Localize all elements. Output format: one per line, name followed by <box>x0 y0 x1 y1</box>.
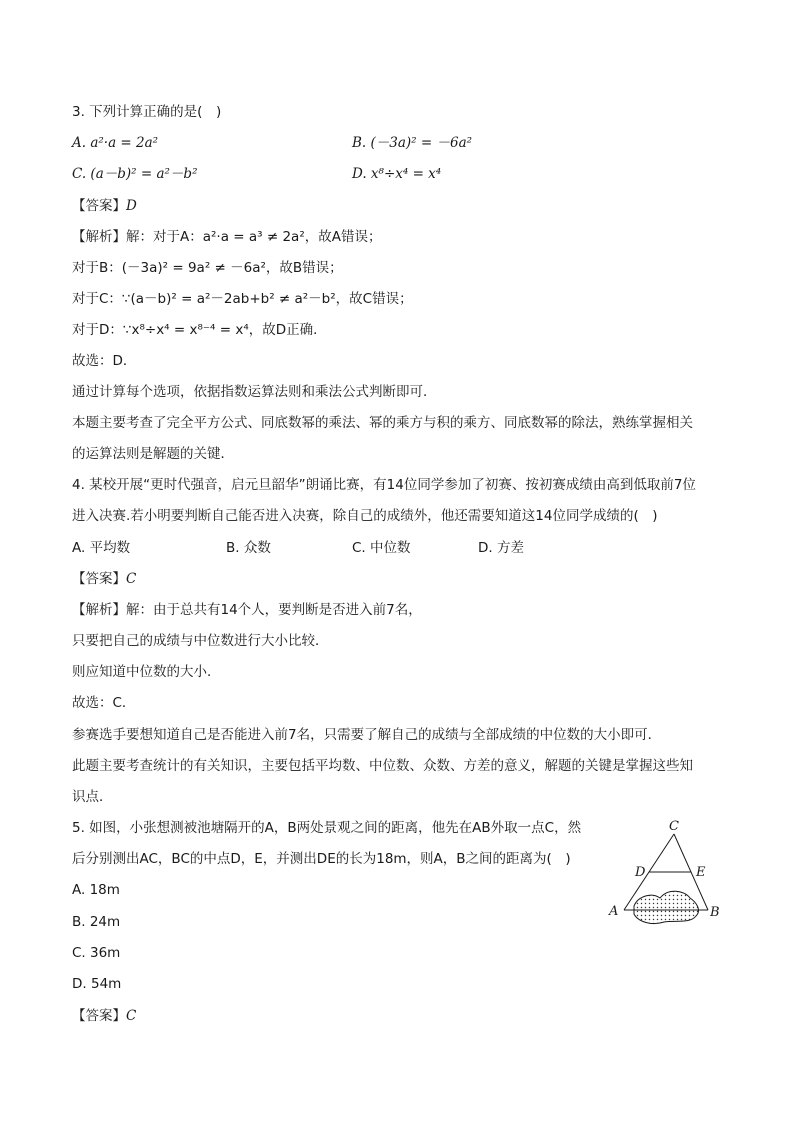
q3-analysis-line-1 <box>72 227 381 247</box>
q4-option-b: B. 众数 <box>226 540 271 556</box>
answer-label: 【答案】 <box>72 1008 126 1024</box>
q3-option-c: C. (a－b)² = a²－b² <box>72 166 198 182</box>
label-a: A <box>609 904 619 919</box>
q5-stem-line-2: 后分别测出AC，BC的中点D，E，并测出DE的长为18m，则A，B之间的距离为( ) <box>72 851 571 867</box>
label-b: B <box>710 905 720 920</box>
q5-option-a: A. 18m <box>72 882 120 898</box>
q4-analysis-line-2: 只要把自己的成绩与中位数进行大小比较． <box>72 633 329 649</box>
pond-shape <box>634 891 698 923</box>
q3-answer-line <box>72 196 137 216</box>
q4-analysis-line-7: 识点． <box>72 789 113 805</box>
q4-analysis-line-1 <box>72 600 422 620</box>
q4-analysis-text: 解：由于总共有14个人，要判断是否进入前7名， <box>126 602 422 618</box>
triangle-pond-figure <box>604 818 724 928</box>
q3-option-a: A. a²·a = 2a² <box>72 135 159 151</box>
q3-analysis-line-5: 故选：D． <box>72 353 137 369</box>
q5-stem-line-1: 5. 如图，小张想测被池塘隔开的A，B两处景观之间的距离，他先在AB外取一点C，然 <box>72 820 582 836</box>
q3-option-b: B. (－3a)² = －6a² <box>352 135 473 151</box>
q3-analysis-line-8: 的运算法则是解题的关键． <box>72 446 234 462</box>
q5-option-d: D. 54m <box>72 976 122 992</box>
q3-stem: 3. 下列计算正确的是( ) <box>72 104 222 120</box>
q3-analysis-line-6: 通过计算每个选项，依据指数运算法则和乘法公式判断即可． <box>72 384 437 400</box>
analysis-label: 【解析】 <box>72 602 126 618</box>
analysis-label: 【解析】 <box>72 229 126 245</box>
q5-option-c: C. 36m <box>72 945 121 961</box>
q3-analysis-text: 解：对于A：a²·a = a³ ≠ 2a²，故A错误； <box>126 229 382 245</box>
q3-analysis-line-3: 对于C：∵(a－b)² = a²－2ab+b² ≠ a²－b²，故C错误； <box>72 291 413 307</box>
answer-label: 【答案】 <box>72 198 126 214</box>
label-e: E <box>696 865 706 880</box>
q4-option-d: D. 方差 <box>478 540 524 556</box>
answer-label: 【答案】 <box>72 571 126 587</box>
q4-option-c: C. 中位数 <box>352 540 411 556</box>
q3-analysis-line-4: 对于D：∵x⁸÷x⁴ = x⁸⁻⁴ = x⁴，故D正确． <box>72 322 327 338</box>
q4-analysis-line-5: 参赛选手要想知道自己是否能进入前7名，只需要了解自己的成绩与全部成绩的中位数的大小即可． <box>72 727 662 743</box>
label-c: C <box>669 819 679 834</box>
q3-option-d: D. x⁸÷x⁴ = x⁴ <box>352 166 442 182</box>
q4-stem-line-2: 进入决赛.若小明要判断自己能否进入决赛，除自己的成绩外，他还需要知道这14位同学成绩的( ) <box>72 508 658 524</box>
label-d: D <box>635 865 646 880</box>
q4-analysis-line-6: 此题主要考查统计的有关知识，主要包括平均数、中位数、众数、方差的意义，解题的关键是掌握这些知 <box>72 758 693 774</box>
q3-analysis-line-2: 对于B：(－3a)² = 9a² ≠ －6a²，故B错误； <box>72 260 343 276</box>
q4-answer-line <box>72 569 136 589</box>
q3-answer: D <box>126 198 137 214</box>
q4-option-a: A. 平均数 <box>72 540 131 556</box>
q4-analysis-line-4: 故选：C． <box>72 695 136 711</box>
q5-option-b: B. 24m <box>72 914 121 930</box>
q4-analysis-line-3: 则应知道中位数的大小． <box>72 664 221 680</box>
q4-answer: C <box>126 571 137 587</box>
q4-stem-line-1: 4. 某校开展“更时代强音，启元旦韶华”朗诵比赛，有14位同学参加了初赛、按初赛成绩由高到低取前7位 <box>72 477 696 493</box>
q5-answer: C <box>126 1008 137 1024</box>
q3-analysis-line-7: 本题主要考查了完全平方公式、同底数幂的乘法、幂的乘方与积的乘方、同底数幂的除法，熟练掌握相关 <box>72 415 693 431</box>
q5-answer-line <box>72 1006 136 1026</box>
